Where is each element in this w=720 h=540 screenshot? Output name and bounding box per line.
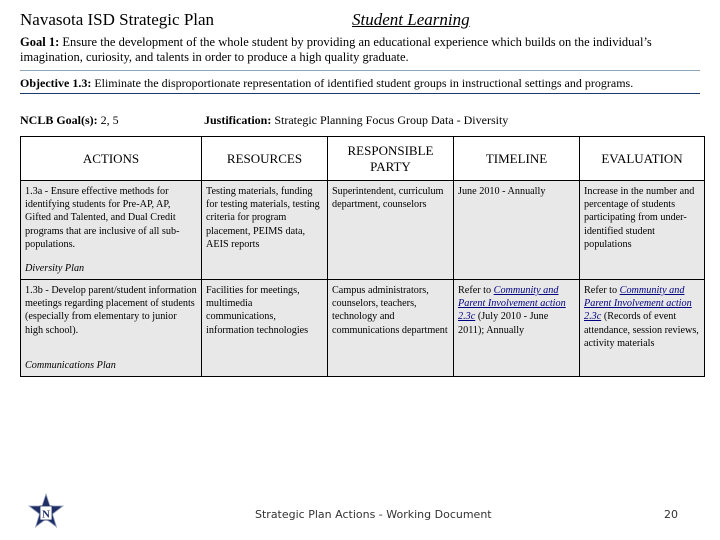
page-subtitle: Student Learning xyxy=(352,10,470,29)
action-cell xyxy=(21,181,202,280)
timeline-prefix: Refer to xyxy=(458,285,494,296)
justification xyxy=(204,113,508,128)
resources-cell: Testing materials, funding for testing materials, testing criteria for program placement, PEIMS data, AEIS reports xyxy=(202,181,328,280)
responsible-cell: Superintendent, curriculum department, counselors xyxy=(328,181,454,280)
header-timeline: TIMELINE xyxy=(454,137,580,181)
goal-text: Ensure the development of the whole student by providing an educational experience which builds on the individual’s imagination, curiosity, and talents in order to produce a high quality graduate. xyxy=(20,35,652,64)
objective-label: Objective 1.3: xyxy=(20,76,92,90)
district-logo xyxy=(28,493,64,529)
nclb-goals xyxy=(20,113,119,128)
community-involvement-link[interactable]: Community and Parent Involvement action 2.3c xyxy=(458,285,566,323)
timeline-cell: June 2010 - Annually xyxy=(454,181,580,280)
header-resources: RESOURCES xyxy=(202,137,328,181)
table-row xyxy=(21,280,705,377)
footer-caption: Strategic Plan Actions - Working Document xyxy=(255,508,492,521)
page-number: 20 xyxy=(664,508,678,521)
evaluation-cell: Increase in the number and percentage of students participating from under-identified student populations xyxy=(580,181,705,280)
justification-value: Strategic Planning Focus Group Data - Diversity xyxy=(274,113,509,127)
responsible-cell: Campus administrators, counselors, teachers, technology and communications department xyxy=(328,280,454,377)
resources-cell: Facilities for meetings, multimedia communications, information technologies xyxy=(202,280,328,377)
timeline-cell xyxy=(454,280,580,377)
page-title: Navasota ISD Strategic Plan xyxy=(20,10,215,29)
objective-statement xyxy=(20,76,710,91)
action-plan-table xyxy=(20,136,705,377)
header-actions: ACTIONS xyxy=(21,137,202,181)
table-row xyxy=(21,181,705,280)
plan-reference: Diversity Plan xyxy=(25,262,85,274)
action-text: 1.3b - Develop parent/student information meetings regarding placement of students (especially from elementary to junior high school). xyxy=(25,285,197,336)
community-involvement-link[interactable]: Community and Parent Involvement action 2.3c xyxy=(584,285,692,323)
evaluation-prefix: Refer to xyxy=(584,285,620,296)
plan-reference: Communications Plan xyxy=(25,359,116,371)
goal-statement xyxy=(20,35,700,65)
table-header-row xyxy=(21,137,705,181)
evaluation-suffix: (Records of event attendance, session reviews, activity materials xyxy=(584,311,699,349)
goal-label: Goal 1: xyxy=(20,35,60,49)
action-text: 1.3a - Ensure effective methods for identifying students for Pre-AP, AP, Gifted and Talented, and Dual Credit programs that are inclusive of all sub-populations. xyxy=(25,186,180,250)
divider xyxy=(20,93,700,94)
logo-letter: N xyxy=(42,508,50,521)
header-responsible-party: RESPONSIBLE PARTY xyxy=(328,137,454,181)
header-evaluation: EVALUATION xyxy=(580,137,705,181)
action-cell xyxy=(21,280,202,377)
nclb-label: NCLB Goal(s): xyxy=(20,113,98,127)
divider xyxy=(20,70,700,71)
justification-label: Justification: xyxy=(204,113,272,127)
objective-text: Eliminate the disproportionate representation of identified student groups in instructional settings and programs. xyxy=(94,76,634,90)
timeline-suffix: (July 2010 - June 2011); Annually xyxy=(458,311,549,336)
evaluation-cell xyxy=(580,280,705,377)
nclb-value: 2, 5 xyxy=(100,113,119,127)
